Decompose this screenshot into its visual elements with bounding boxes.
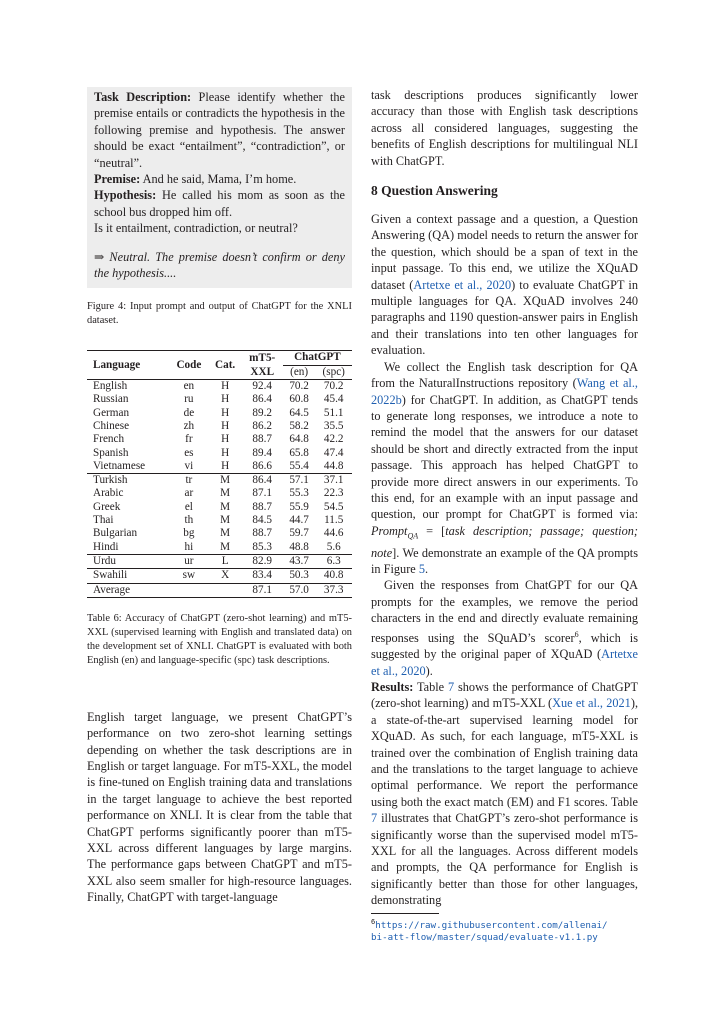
cell-mt5: 87.1 [242,583,283,597]
right-paragraph-1: task descriptions produces significantly lower accuracy than those with English task descriptions across all considered languages, suggesting the benefits of English descriptions for multilingual NLI with ChatGPT. [371,88,638,168]
cell-language: Arabic [93,487,124,500]
cell-spc: 47.4 [323,446,344,459]
cell-spc: 42.2 [323,433,344,446]
premise: Premise: And he said, Mama, I’m home. [94,172,297,187]
header-spc: (spc) [322,365,345,378]
cell-mt5: 86.6 [252,459,272,472]
cell-spc: 44.6 [323,527,344,540]
table-row [87,554,352,568]
cell-mt5: 87.1 [252,487,272,500]
table-row [87,569,352,583]
cell-language: Hindi [93,540,119,553]
table-row [87,541,352,555]
table-row [87,527,352,540]
cell-language: Vietnamese [93,459,146,472]
footnote-url-line-1[interactable]: https://raw.githubusercontent.com/allenai/ [375,919,608,931]
figure-link[interactable]: 5 [418,562,425,577]
cell-code: tr [169,474,208,488]
cell-language: Turkish [87,474,169,488]
cell-cat: M [220,500,231,513]
table-row [87,514,352,527]
footnote-url-line-2[interactable]: bi-att-flow/master/squad/evaluate-v1.1.py [371,932,598,944]
cell-cat: H [221,459,230,472]
cell-cat: H [221,433,230,446]
table-row [87,433,352,446]
cell-en: 70.2 [283,380,316,394]
cell-spc: 54.5 [323,500,344,513]
cell-code: ru [184,393,194,406]
cell-language: Spanish [93,446,129,459]
cell-spc: 5.6 [326,540,341,553]
cell-spc: 70.2 [315,380,352,394]
cell-cat [209,583,242,597]
table-link[interactable]: 7 [371,811,378,826]
cell-code: zh [183,419,195,432]
citation-link[interactable]: Wang et al., 2022b [371,376,638,407]
cell-en: 64.5 [289,406,309,419]
right-paragraph-2: Given a context passage and a question, a Question Answering (QA) model needs to return the answer for the question, which should be a span of text in the input passage. To this end, we utilize the XQuAD dataset (Artetxe et al., 2020) to evaluate ChatGPT in multiple languages for QA. XQuAD involves 240 paragraphs and 1190 question-answer pairs in English and their translations into ten other languages for evaluation. [371,212,638,358]
figure-4-caption: Figure 4: Input prompt and output of ChatGPT for the XNLI dataset. [87,301,352,327]
cell-en: 58.2 [289,419,309,432]
cell-language: Average [87,583,169,597]
question: Is it entailment, contradiction, or neutral? [94,221,298,236]
cell-en: 64.8 [289,433,309,446]
cell-en: 59.7 [289,527,309,540]
cell-en: 60.8 [289,393,309,406]
cell-cat: X [209,569,242,583]
cell-en: 55.3 [289,487,309,500]
cell-mt5: 86.4 [242,474,283,488]
footnote-rule [371,913,439,914]
cell-code: sw [169,569,208,583]
cell-en: 44.7 [289,514,309,527]
cell-code: fr [185,433,193,446]
cell-en: 43.7 [283,554,316,568]
cell-mt5: 88.7 [252,433,272,446]
cell-en: 48.8 [289,540,309,553]
table-row [87,487,352,500]
left-column [87,87,352,906]
right-paragraph-4: Given the responses from ChatGPT for our QA prompts for the examples, we remove the period characters in the end and directly evaluate remaining responses using the SQuAD’s scorer$^6$, which is suggested by the original paper of XQuAD (Artetxe et al., 2020). [371,578,638,678]
cell-cat: H [221,393,230,406]
section-heading: 8 Question Answering [371,183,498,199]
cell-cat: H [209,380,242,394]
right-paragraph-3: We collect the English task description for QA from the NaturalInstructions repository (Wang et al., 2022b) for ChatGPT. In addition, as ChatGPT tends to generate long responses, we introduce a note to remind the model that the answers for our dataset should be short and directly extracted from the input passage. This approach has helped ChatGPT to provide more direct answers in our experiments. To this end, for an example with an input passage and question, our prompt for ChatGPT is formed via: Prompt$_{QA}$ = [task description; passage; question; note]. We demonstrate an example of the QA prompts in Figure 5. [371,359,638,577]
header-code: Code [169,351,208,380]
cell-spc: 51.1 [323,406,344,419]
cell-mt5: 85.3 [252,540,272,553]
table-row [87,420,352,433]
cell-mt5: 88.7 [252,527,272,540]
cell-language: English [87,380,169,394]
prompt-box [87,87,352,288]
cell-spc: 22.3 [323,487,344,500]
hypothesis: Hypothesis: He called his mom as soon as the school bus dropped him off. [94,188,345,219]
cell-language: Chinese [93,419,130,432]
table-link[interactable]: 7 [447,679,455,694]
cell-mt5: 82.9 [242,554,283,568]
cell-cat: H [221,406,230,419]
cell-spc: 44.8 [323,459,344,472]
cell-mt5: 88.7 [252,500,272,513]
cell-en: 55.9 [289,500,309,513]
cell-language: French [93,433,125,446]
header-cat: Cat. [209,351,242,380]
table-6-caption: Table 6: Accuracy of ChatGPT (zero-shot learning) and mT5-XXL (supervised learning with English and translated data) on the development set of XNLI. ChatGPT is evaluated with both English (en) and language-specific (spc) task descriptions. [87,612,352,666]
cell-code: ur [169,554,208,568]
cell-cat: M [220,514,231,527]
results-table [87,350,352,597]
table-row [87,380,352,394]
cell-en: 57.1 [283,474,316,488]
cell-code: hi [184,540,194,553]
cell-en: 55.4 [289,459,309,472]
cell-language: Swahili [87,569,169,583]
cell-spc: 40.8 [315,569,352,583]
cell-mt5: 92.4 [242,380,283,394]
cell-cat: M [220,540,231,553]
cell-spc: 35.5 [323,419,344,432]
cell-mt5: 83.4 [242,569,283,583]
cell-code: de [183,406,195,419]
cell-cat: H [221,446,230,459]
header-mt5: mT5- [242,351,283,365]
cell-code: bg [183,527,195,540]
citation-link[interactable]: Xue et al., 2021 [552,696,631,711]
table-row [87,407,352,420]
cell-language: Russian [93,393,129,406]
table-row [87,393,352,406]
cell-spc: 37.3 [315,583,352,597]
table-row [87,501,352,514]
table-row [87,460,352,474]
right-paragraph-5: Results: Table 7 shows the performance of ChatGPT (zero-shot learning) and mT5-XXL (Xue et al., 2021), a state-of-the-art supervised learning model for XQuAD. As such, for each language, mT5-XXL is trained over the combination of English training data and the translations to the target language to achieve optimal performance. We report the performance using both the exact match (EM) and F1 scores. Table 7 illustrates that ChatGPT’s zero-shot performance is significantly worse than the supervised model mT5-XXL for all the languages. Across different models and prompts, the QA performance for English is significantly better than those for other languages, demonstrating [371,679,639,908]
cell-spc: 37.1 [315,474,352,488]
cell-language: Bulgarian [93,527,138,540]
cell-en: 65.8 [289,446,309,459]
cell-cat: H [221,419,230,432]
table-row [87,447,352,460]
cell-mt5: 86.2 [252,419,272,432]
model-answer: ⇒ Neutral. The premise doesn’t confirm or deny the hypothesis.... [94,249,345,281]
cell-spc: 6.3 [315,554,352,568]
cell-en: 57.0 [283,583,316,597]
footnote-marker[interactable]: 6 [574,629,579,639]
cell-language: Greek [93,500,121,513]
footnote: $^6$https://raw.githubusercontent.com/allenai/ bi-att-flow/master/squad/evaluate-v1.1.py [371,917,608,944]
cell-code: el [184,500,193,513]
task-description: Task Description: Please identify whether the premise entails or contradicts the hypothesis in the following premise and hypothesis. The answer should be exact “entailment”, “contradiction”, or “neutral”. [94,90,346,170]
cell-code: en [169,380,208,394]
citation-link[interactable]: Artetxe et al., 2020 [413,277,512,292]
right-column [371,87,638,945]
header-language: Language [87,351,169,380]
cell-code: es [184,446,194,459]
cell-code: th [184,514,194,527]
header-xxl: XXL [250,365,275,378]
cell-code: ar [184,487,194,500]
table-row [87,583,352,597]
cell-en: 50.3 [283,569,316,583]
left-body-paragraph: English target language, we present ChatGPT’s performance on two zero-shot learning settings depending on whether the task descriptions are in English or target language. For mT5-XXL, the model is fine-tuned on English training data and translations in the target language to achieve the best reported performance on XNLI. It is clear from the table that ChatGPT performs significantly poorer than mT5-XXL across different languages by large margins. The performance gaps between ChatGPT and mT5-XXL also seem smaller for high-resource languages. Finally, ChatGPT with target-language [87,709,352,905]
cell-cat: M [220,527,231,540]
cell-cat: L [209,554,242,568]
cell-spc: 45.4 [323,393,344,406]
cell-cat: M [209,474,242,488]
cell-language: German [93,406,130,419]
cell-code: vi [184,459,194,472]
header-en: (en) [290,365,309,378]
cell-mt5: 84.5 [252,514,272,527]
cell-mt5: 89.2 [252,406,272,419]
header-chatgpt: ChatGPT [283,351,352,365]
table-row [87,474,352,488]
cell-mt5: 89.4 [252,446,272,459]
cell-spc: 11.5 [324,514,344,527]
cell-code [169,583,208,597]
cell-language: Urdu [87,554,169,568]
cell-mt5: 86.4 [252,393,272,406]
cell-cat: M [220,487,231,500]
cell-language: Thai [93,514,114,527]
citation-link[interactable]: Artetxe et al., 2020 [371,647,638,678]
